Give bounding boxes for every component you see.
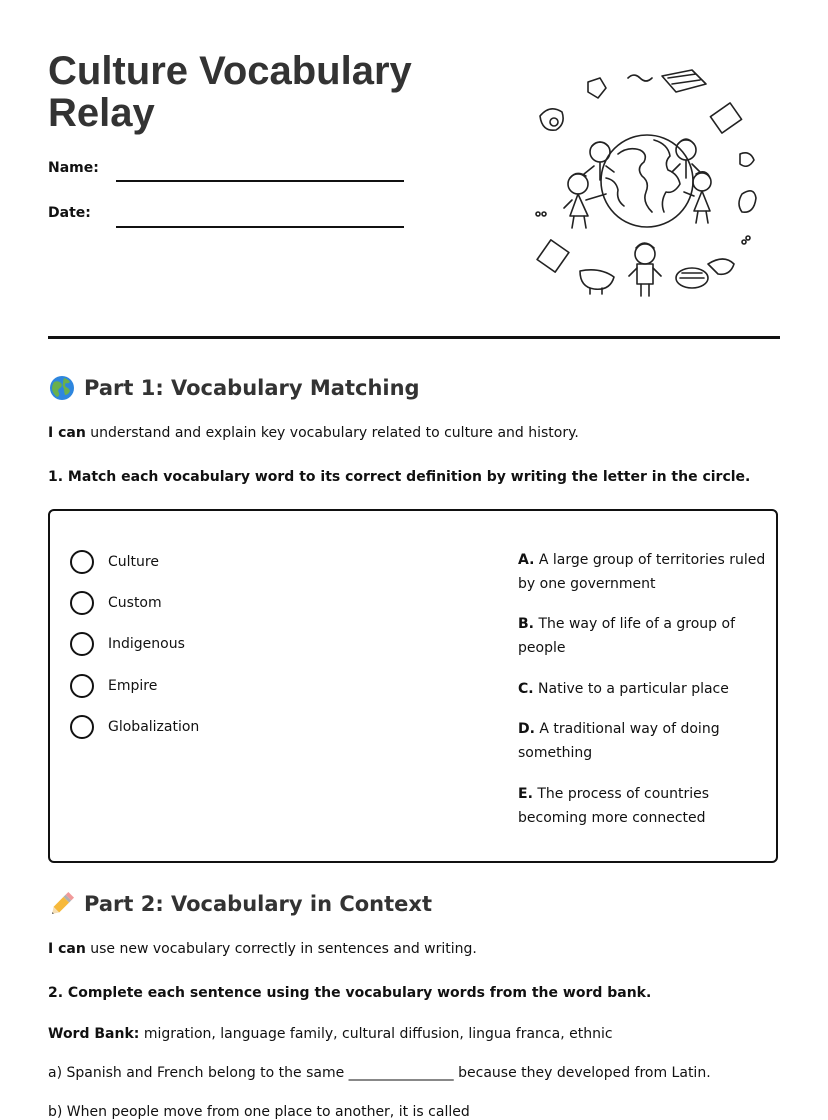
pencil-icon bbox=[48, 890, 76, 918]
part2-i-can bbox=[48, 941, 477, 957]
part2-heading bbox=[48, 890, 432, 918]
definition-letter: E. bbox=[518, 786, 533, 802]
sentence-b: b) When people move from one place to another, it is called bbox=[48, 1104, 470, 1120]
definition-letter: C. bbox=[518, 681, 534, 697]
i-can-text: understand and explain key vocabulary related to culture and history. bbox=[90, 425, 579, 441]
name-field[interactable] bbox=[116, 180, 404, 182]
vocab-word: Custom bbox=[108, 595, 162, 611]
answer-circle[interactable] bbox=[70, 715, 94, 739]
sentence-a: a) Spanish and French belong to the same _______________ because they developed from Latin. bbox=[48, 1065, 711, 1081]
page-title: Culture Vocabulary Relay bbox=[48, 49, 412, 135]
definition-letter: A. bbox=[518, 552, 535, 568]
match-word-row bbox=[70, 550, 159, 574]
date-field[interactable] bbox=[116, 226, 404, 228]
lantern-icon bbox=[588, 78, 606, 98]
definition-text: A large group of territories ruled by one government bbox=[518, 552, 766, 592]
word-bank-label: Word Bank: bbox=[48, 1026, 140, 1042]
definition-text: The process of countries becoming more connected bbox=[518, 786, 710, 826]
part1-i-can bbox=[48, 425, 579, 441]
globe-children-illustration bbox=[530, 66, 765, 311]
answer-circle[interactable] bbox=[70, 674, 94, 698]
match-word-row bbox=[70, 632, 185, 656]
gift-icon bbox=[710, 103, 741, 133]
name-label: Name: bbox=[48, 160, 99, 176]
divider-line bbox=[48, 336, 780, 339]
flag-icon bbox=[662, 70, 706, 92]
i-can-label: I can bbox=[48, 941, 86, 957]
definition-text: The way of life of a group of people bbox=[518, 616, 735, 656]
vocab-word: Indigenous bbox=[108, 636, 185, 652]
date-label: Date: bbox=[48, 205, 91, 221]
word-bank bbox=[48, 1026, 613, 1042]
match-word-row bbox=[70, 715, 199, 739]
i-can-label: I can bbox=[48, 425, 86, 441]
match-word-row bbox=[70, 591, 162, 615]
i-can-text: use new vocabulary correctly in sentences and writing. bbox=[90, 941, 477, 957]
definition-letter: B. bbox=[518, 616, 534, 632]
vocab-word: Globalization bbox=[108, 719, 200, 735]
definition-item bbox=[518, 782, 768, 830]
vocab-word: Culture bbox=[108, 554, 159, 570]
part2-instruction: 2. Complete each sentence using the vocabulary words from the word bank. bbox=[48, 985, 652, 1001]
part1-title: Part 1: Vocabulary Matching bbox=[84, 376, 420, 400]
part1-heading bbox=[48, 374, 420, 402]
matching-box bbox=[48, 509, 778, 863]
globe-icon bbox=[48, 374, 76, 402]
definition-item bbox=[518, 717, 768, 765]
part1-instruction: 1. Match each vocabulary word to its correct definition by writing the letter in the circle. bbox=[48, 469, 751, 485]
definition-item bbox=[518, 548, 768, 596]
definition-letter: D. bbox=[518, 721, 535, 737]
definition-text: A traditional way of doing something bbox=[518, 721, 720, 761]
definition-item bbox=[518, 677, 768, 701]
answer-circle[interactable] bbox=[70, 632, 94, 656]
match-word-row bbox=[70, 674, 157, 698]
answer-circle[interactable] bbox=[70, 550, 94, 574]
definition-text: Native to a particular place bbox=[538, 681, 729, 697]
vocab-word: Empire bbox=[108, 678, 158, 694]
definition-item bbox=[518, 612, 768, 660]
part2-title: Part 2: Vocabulary in Context bbox=[84, 892, 432, 916]
answer-circle[interactable] bbox=[70, 591, 94, 615]
word-bank-words: migration, language family, cultural diffusion, lingua franca, ethnic bbox=[143, 1026, 613, 1042]
